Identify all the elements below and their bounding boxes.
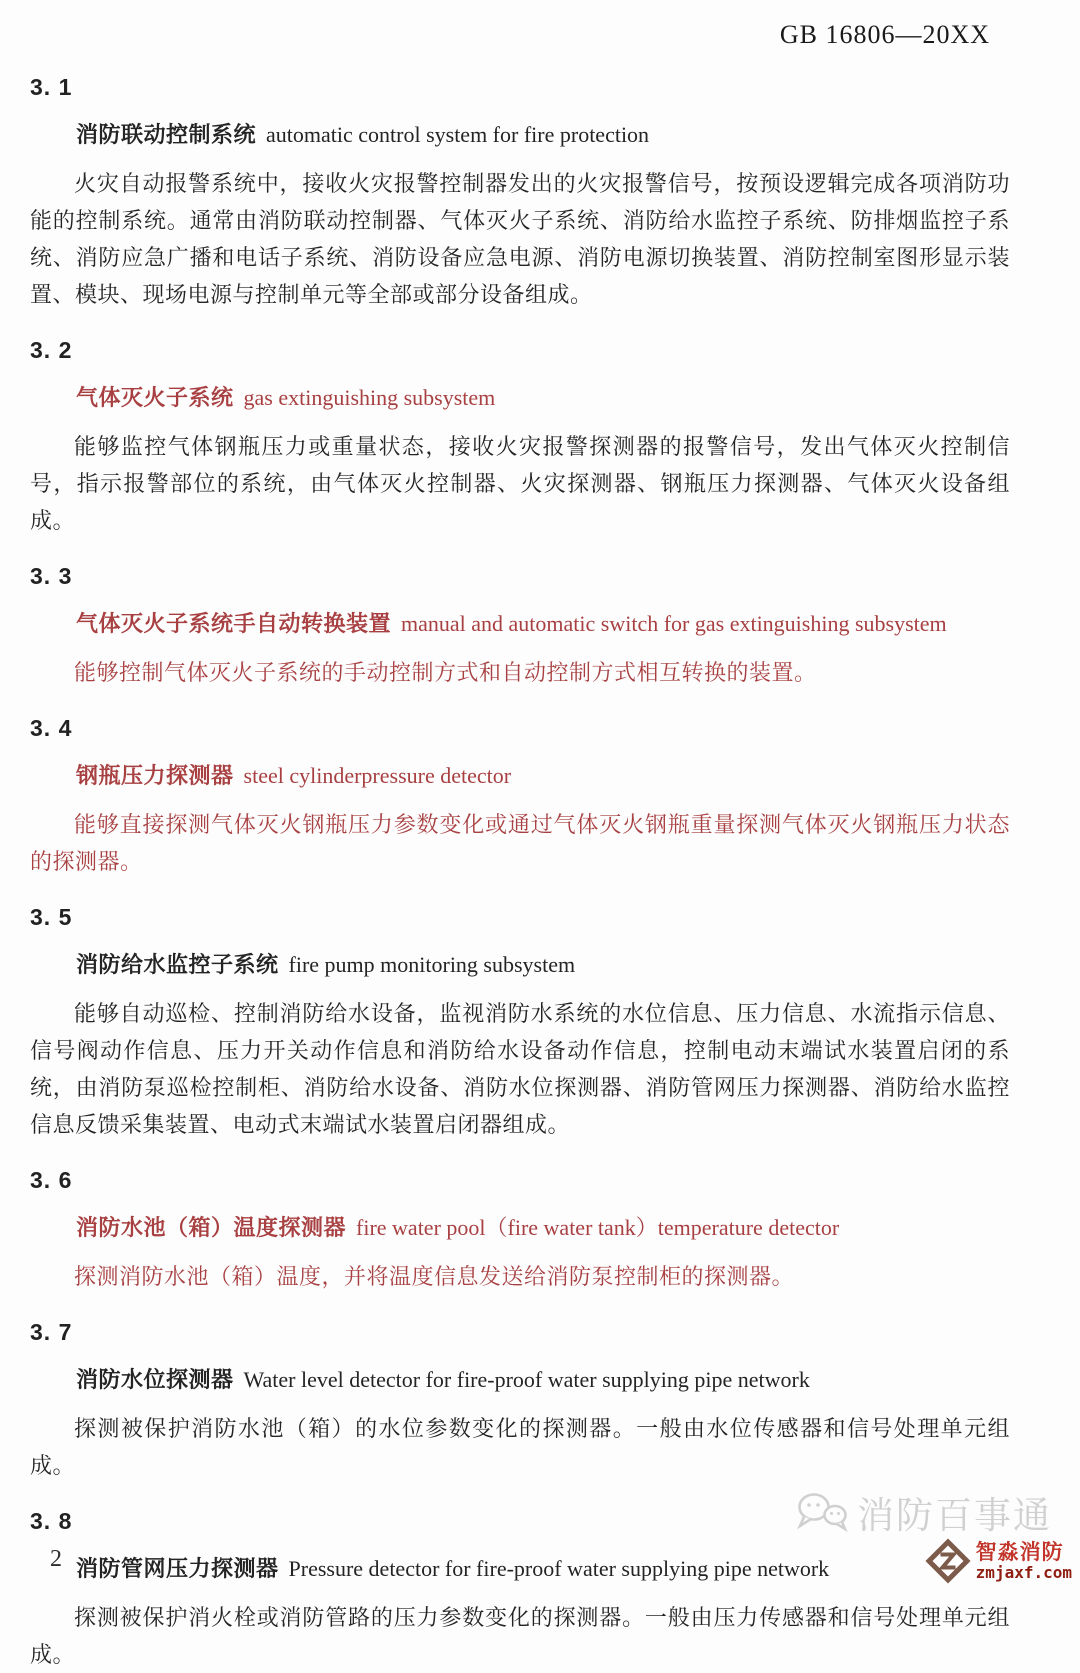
definition-section <box>30 337 1010 539</box>
section-number: 3. 2 <box>30 337 73 363</box>
section-paragraphs <box>30 995 1010 1143</box>
section-number: 3. 1 <box>30 74 73 100</box>
section-paragraphs <box>30 806 1010 880</box>
term-cn: 钢瓶压力探测器 <box>76 763 234 788</box>
section-paragraphs <box>30 428 1010 539</box>
logo-text <box>976 1541 1072 1582</box>
term-en: gas extinguishing subsystem <box>243 385 496 410</box>
term-heading <box>76 610 1010 638</box>
definition-section <box>30 1167 1010 1295</box>
definition-paragraph: 探测消防水池（箱）温度，并将温度信息发送给消防泵控制柜的探测器。 <box>74 1264 795 1289</box>
definition-paragraph: 火灾自动报警系统中，接收火灾报警控制器发出的火灾报警信号，按预设逻辑完成各项消防功能的控制系统。通常由消防联动控制器、气体灭火子系统、消防给水监控子系统、防排烟监控子系统、消防应急广播和电话子系统、消防设备应急电源、消防电源切换装置、消防控制室图形显示装置、模块、现场电源与控制单元等全部或部分设备组成。 <box>30 171 1010 307</box>
definition-section <box>30 1319 1010 1484</box>
term-heading <box>76 1555 1010 1583</box>
watermark-text: 消防百事通 <box>857 1496 1052 1537</box>
definition-paragraph: 能够控制气体灭火子系统的手动控制方式和自动控制方式相互转换的装置。 <box>74 660 817 685</box>
document-code: GB 16806—20XX <box>779 20 990 49</box>
term-heading <box>76 762 1010 790</box>
definition-section <box>30 904 1010 1143</box>
logo-name: 智淼消防 <box>975 1540 1064 1564</box>
term-cn: 消防水位探测器 <box>76 1367 234 1392</box>
term-heading <box>76 121 1010 149</box>
section-number: 3. 5 <box>30 904 73 930</box>
term-heading <box>76 1214 1010 1242</box>
page-number: 2 <box>50 1546 62 1572</box>
section-number: 3. 4 <box>30 715 73 741</box>
term-en: Water level detector for fire-proof water supplying pipe network <box>243 1367 810 1392</box>
definition-paragraph: 探测被保护消防水池（箱）的水位参数变化的探测器。一般由水位传感器和信号处理单元组成。 <box>30 1416 1010 1478</box>
term-cn: 消防管网压力探测器 <box>76 1556 279 1581</box>
definition-paragraph: 能够直接探测气体灭火钢瓶压力参数变化或通过气体灭火钢瓶重量探测气体灭火钢瓶压力状态的探测器。 <box>30 812 1010 874</box>
section-paragraphs <box>30 1410 1010 1484</box>
term-cn: 消防水池（箱）温度探测器 <box>76 1215 347 1240</box>
definition-section <box>30 563 1010 691</box>
definition-paragraph: 探测被保护消火栓或消防管路的压力参数变化的探测器。一般由压力传感器和信号处理单元组成。 <box>30 1605 1010 1667</box>
term-en: fire water pool（fire water tank）temperature detector <box>356 1215 840 1240</box>
term-en: steel cylinderpressure detector <box>243 763 512 788</box>
term-heading <box>76 951 1010 979</box>
term-en: Pressure detector for fire-proof water supplying pipe network <box>288 1556 830 1581</box>
section-paragraphs <box>30 1258 1010 1295</box>
definition-section <box>30 715 1010 880</box>
definitions-list <box>30 74 1010 1673</box>
section-paragraphs <box>30 165 1010 313</box>
term-cn: 消防联动控制系统 <box>76 122 257 147</box>
section-paragraphs <box>30 654 1010 691</box>
section-paragraphs <box>30 1599 1010 1673</box>
site-logo <box>925 1538 1072 1584</box>
diamond-z-icon <box>925 1538 971 1584</box>
term-en: manual and automatic switch for gas extinguishing subsystem <box>401 611 947 636</box>
logo-domain: zmjaxf.com <box>975 1562 1072 1582</box>
section-number: 3. 7 <box>30 1319 73 1345</box>
term-heading <box>76 384 1010 412</box>
term-cn: 气体灭火子系统 <box>76 385 234 410</box>
section-number: 3. 8 <box>30 1508 73 1534</box>
term-cn: 气体灭火子系统手自动转换装置 <box>76 611 392 636</box>
watermark-brand <box>793 1485 1052 1539</box>
section-number: 3. 3 <box>30 563 73 589</box>
term-en: fire pump monitoring subsystem <box>288 952 576 977</box>
term-cn: 消防给水监控子系统 <box>76 952 279 977</box>
section-number: 3. 6 <box>30 1167 73 1193</box>
term-en: automatic control system for fire protection <box>266 122 650 147</box>
definition-section <box>30 74 1010 313</box>
definition-paragraph: 能够监控气体钢瓶压力或重量状态，接收火灾报警探测器的报警信号，发出气体灭火控制信号，指示报警部位的系统，由气体灭火控制器、火灾探测器、钢瓶压力探测器、气体灭火设备组成。 <box>30 434 1010 533</box>
chat-bubbles-icon <box>793 1490 851 1534</box>
definition-paragraph: 能够自动巡检、控制消防给水设备，监视消防水系统的水位信息、压力信息、水流指示信息、信号阀动作信息、压力开关动作信息和消防给水设备动作信息，控制电动末端试水装置启闭的系统，由消防泵巡检控制柜、消防给水设备、消防水位探测器、消防管网压力探测器、消防给水监控信息反馈采集装置、电动式末端试水装置启闭器组成。 <box>30 1001 1010 1137</box>
term-heading <box>76 1366 1010 1394</box>
